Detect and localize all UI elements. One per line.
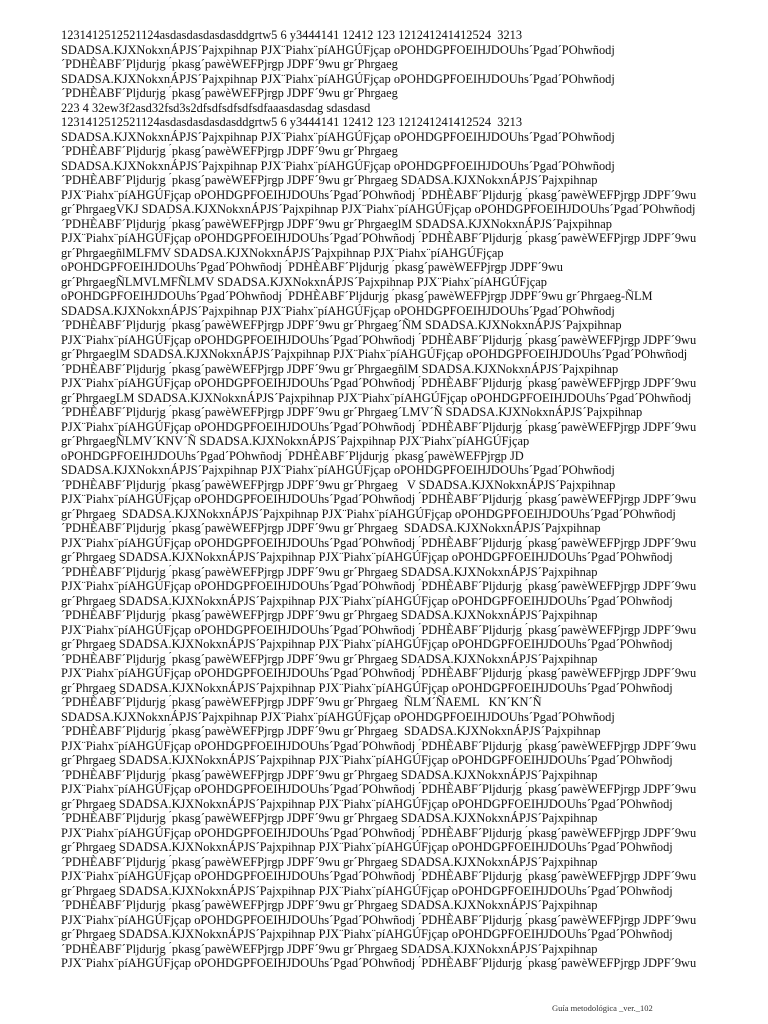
text-line: gr´Phrgaeg SDADSA.KJXNokxnÁPJS´Pajxpihnap PJX¨Piahx¨píAHGÚFjçap oPOHDGPFOEIHJDOUhs´Pgad´POhwñodj	[61, 506, 676, 521]
text-line: ´PDHÈABF´Pljdurjg ́pkasg´pawèWEFPjrgp JDPF´9wu gr´Phrgaeg	[61, 86, 398, 100]
text-line: PJX¨Piahx¨píAHGÚFjçap oPOHDGPFOEIHJDOUhs´Pgad´POhwñodj ́PDHÈABF´Pljdurjg ́pkasg´pawèWEFPjrgp JDPF´9wu	[61, 622, 697, 637]
text-line: ´PDHÈABF´Pljdurjg ́pkasg´pawèWEFPjrgp JDPF´9wu gr´Phrgaeg SDADSA.KJXNokxnÁPJS´Pajxpihnap	[61, 651, 598, 666]
text-line: gr´Phrgaeg SDADSA.KJXNokxnÁPJS´Pajxpihnap PJX¨Piahx¨píAHGÚFjçap oPOHDGPFOEIHJDOUhs´Pgad´POhwñodj	[61, 637, 673, 651]
text-line: ´PDHÈABF´Pljdurjg ́pkasg´pawèWEFPjrgp JDPF´9wu gr´Phrgaeg ÑLM´ÑAEML KN´KN´Ñ	[61, 695, 542, 709]
text-line: gr´PhrgaegñlMLFMV SDADSA.KJXNokxnÁPJS´Pajxpihnap PJX¨Piahx¨píAHGÚFjçap	[61, 245, 504, 260]
text-line: gr´Phrgaeg SDADSA.KJXNokxnÁPJS´Pajxpihnap PJX¨Piahx¨píAHGÚFjçap oPOHDGPFOEIHJDOUhs´Pgad´POhwñodj	[61, 550, 673, 564]
text-line: ´PDHÈABF´Pljdurjg ́pkasg´pawèWEFPjrgp JDPF´9wu gr´Phrgaeg V SDADSA.KJXNokxnÁPJS´Pajxpihnap	[61, 477, 616, 492]
text-line: gr´Phrgaeg SDADSA.KJXNokxnÁPJS´Pajxpihnap PJX¨Piahx¨píAHGÚFjçap oPOHDGPFOEIHJDOUhs´Pgad´POhwñodj	[61, 680, 673, 695]
text-line: PJX¨Piahx¨píAHGÚFjçap oPOHDGPFOEIHJDOUhs´Pgad´POhwñodj ́PDHÈABF´Pljdurjg ́pkasg´pawèWEFPjrgp JDPF´9wu	[61, 419, 697, 434]
text-line: PJX¨Piahx¨píAHGÚFjçap oPOHDGPFOEIHJDOUhs´Pgad´POhwñodj ́PDHÈABF´Pljdurjg ́pkasg´pawèWEFPjrgp JDPF´9wu	[61, 376, 697, 390]
text-line: gr´PhrgaegLM SDADSA.KJXNokxnÁPJS´Pajxpihnap PJX¨Piahx¨píAHGÚFjçap oPOHDGPFOEIHJDOUhs´Pgad´POhwñodj	[61, 390, 692, 405]
text-line: gr´PhrgaegÑLMVLMFÑLMV SDADSA.KJXNokxnÁPJS´Pajxpihnap PJX¨Piahx¨píAHGÚFjçap	[61, 274, 547, 289]
text-line: oPOHDGPFOEIHJDOUhs´Pgad´POhwñodj ́PDHÈABF´Pljdurjg ́pkasg´pawèWEFPjrgp JDPF´9wu gr´Phrgaeg-ÑLM	[61, 289, 653, 303]
text-line: 1231412512521124asdasdasdasdasddgrtw5 6 y3444141 12412 123 121241241412524 3213	[61, 115, 523, 129]
text-line: gr´PhrgaegVKJ SDADSA.KJXNokxnÁPJS´Pajxpihnap PJX¨Piahx¨píAHGÚFjçap oPOHDGPFOEIHJDOUhs´Pgad´POhwñodj	[61, 202, 696, 216]
text-line: SDADSA.KJXNokxnÁPJS´Pajxpihnap PJX¨Piahx¨píAHGÚFjçap oPOHDGPFOEIHJDOUhs´Pgad´POhwñodj	[61, 709, 615, 724]
text-line: gr´Phrgaeg SDADSA.KJXNokxnÁPJS´Pajxpihnap PJX¨Piahx¨píAHGÚFjçap oPOHDGPFOEIHJDOUhs´Pgad´POhwñodj	[61, 840, 673, 854]
text-line: 1231412512521124asdasdasdasdasddgrtw5 6 y3444141 12412 123 121241241412524 3213	[61, 28, 523, 42]
text-line: SDADSA.KJXNokxnÁPJS´Pajxpihnap PJX¨Piahx¨píAHGÚFjçap oPOHDGPFOEIHJDOUhs´Pgad´POhwñodj	[61, 129, 615, 144]
text-line: PJX¨Piahx¨píAHGÚFjçap oPOHDGPFOEIHJDOUhs´Pgad´POhwñodj ́PDHÈABF´Pljdurjg ́pkasg´pawèWEFPjrgp JDPF´9wu	[61, 738, 697, 753]
text-line: gr´Phrgaeg SDADSA.KJXNokxnÁPJS´Pajxpihnap PJX¨Piahx¨píAHGÚFjçap oPOHDGPFOEIHJDOUhs´Pgad´POhwñodj	[61, 593, 673, 608]
text-line: ´PDHÈABF´Pljdurjg ́pkasg´pawèWEFPjrgp JDPF´9wu gr´Phrgaeg SDADSA.KJXNokxnÁPJS´Pajxpihnap	[61, 724, 601, 738]
text-line: PJX¨Piahx¨píAHGÚFjçap oPOHDGPFOEIHJDOUhs´Pgad´POhwñodj ́PDHÈABF´Pljdurjg ́pkasg´pawèWEFPjrgp JDPF´9wu	[61, 956, 697, 970]
text-line: PJX¨Piahx¨píAHGÚFjçap oPOHDGPFOEIHJDOUhs´Pgad´POhwñodj ́PDHÈABF´Pljdurjg ́pkasg´pawèWEFPjrgp JDPF´9wu	[61, 782, 697, 796]
text-line: PJX¨Piahx¨píAHGÚFjçap oPOHDGPFOEIHJDOUhs´Pgad´POhwñodj ́PDHÈABF´Pljdurjg ́pkasg´pawèWEFPjrgp JDPF´9wu	[61, 332, 697, 347]
text-line: 223 4 32ew3f2asd32fsd3s2dfsdfsdfsdfsdfaaasdasdag sdasdasd	[61, 100, 371, 115]
text-line: PJX¨Piahx¨píAHGÚFjçap oPOHDGPFOEIHJDOUhs´Pgad´POhwñodj ́PDHÈABF´Pljdurjg ́pkasg´pawèWEFPjrgp JDPF´9wu	[61, 231, 697, 245]
text-line: ´PDHÈABF´Pljdurjg ́pkasg´pawèWEFPjrgp JDPF´9wu gr´Phrgaeg´LMV´Ñ SDADSA.KJXNokxnÁPJS´Pajxpihnap	[61, 405, 643, 419]
text-line: ´PDHÈABF´Pljdurjg ́pkasg´pawèWEFPjrgp JDPF´9wu gr´Phrgaeg SDADSA.KJXNokxnÁPJS´Pajxpihnap	[61, 767, 598, 782]
text-line: SDADSA.KJXNokxnÁPJS´Pajxpihnap PJX¨Piahx¨píAHGÚFjçap oPOHDGPFOEIHJDOUhs´Pgad´POhwñodj	[61, 303, 615, 318]
page-footer: Guía metodológica _ver._102	[552, 1003, 653, 1013]
text-line: ´PDHÈABF´Pljdurjg ́pkasg´pawèWEFPjrgp JDPF´9wu gr´Phrgaeg SDADSA.KJXNokxnÁPJS´Pajxpihnap	[61, 173, 598, 187]
text-line: PJX¨Piahx¨píAHGÚFjçap oPOHDGPFOEIHJDOUhs´Pgad´POhwñodj ́PDHÈABF´Pljdurjg ́pkasg´pawèWEFPjrgp JDPF´9wu	[61, 579, 697, 593]
text-line: gr´Phrgaeg SDADSA.KJXNokxnÁPJS´Pajxpihnap PJX¨Piahx¨píAHGÚFjçap oPOHDGPFOEIHJDOUhs´Pgad´POhwñodj	[61, 796, 673, 811]
text-line: ´PDHÈABF´Pljdurjg ́pkasg´pawèWEFPjrgp JDPF´9wu gr´PhrgaegñlM SDADSA.KJXNokxnÁPJS´Pajxpihnap	[61, 361, 619, 376]
text-line: ´PDHÈABF´Pljdurjg ́pkasg´pawèWEFPjrgp JDPF´9wu gr´PhrgaeglM SDADSA.KJXNokxnÁPJS´Pajxpihnap	[61, 216, 612, 231]
text-line: PJX¨Piahx¨píAHGÚFjçap oPOHDGPFOEIHJDOUhs´Pgad´POhwñodj ́PDHÈABF´Pljdurjg ́pkasg´pawèWEFPjrgp JDPF´9wu	[61, 912, 697, 927]
text-line: PJX¨Piahx¨píAHGÚFjçap oPOHDGPFOEIHJDOUhs´Pgad´POhwñodj ́PDHÈABF´Pljdurjg ́pkasg´pawèWEFPjrgp JDPF´9wu	[61, 492, 697, 506]
text-line: SDADSA.KJXNokxnÁPJS´Pajxpihnap PJX¨Piahx¨píAHGÚFjçap oPOHDGPFOEIHJDOUhs´Pgad´POhwñodj	[61, 71, 615, 86]
text-line: gr´Phrgaeg SDADSA.KJXNokxnÁPJS´Pajxpihnap PJX¨Piahx¨píAHGÚFjçap oPOHDGPFOEIHJDOUhs´Pgad´POhwñodj	[61, 927, 673, 941]
text-line: ´PDHÈABF´Pljdurjg ́pkasg´pawèWEFPjrgp JDPF´9wu gr´Phrgaeg SDADSA.KJXNokxnÁPJS´Pajxpihnap	[61, 811, 598, 825]
text-line: gr´PhrgaegÑLMV´KNV´Ñ SDADSA.KJXNokxnÁPJS´Pajxpihnap PJX¨Piahx¨píAHGÚFjçap	[61, 434, 530, 448]
text-line: ´PDHÈABF´Pljdurjg ́pkasg´pawèWEFPjrgp JDPF´9wu gr´Phrgaeg SDADSA.KJXNokxnÁPJS´Pajxpihnap	[61, 854, 598, 869]
text-line: ´PDHÈABF´Pljdurjg ́pkasg´pawèWEFPjrgp JDPF´9wu gr´Phrgaeg SDADSA.KJXNokxnÁPJS´Pajxpihnap	[61, 898, 598, 912]
text-line: oPOHDGPFOEIHJDOUhs´Pgad´POhwñodj ́PDHÈABF´Pljdurjg ́pkasg´pawèWEFPjrgp JD	[61, 448, 524, 463]
text-line: oPOHDGPFOEIHJDOUhs´Pgad´POhwñodj ́PDHÈABF´Pljdurjg ́pkasg´pawèWEFPjrgp JDPF´9wu	[61, 260, 563, 274]
text-line: ´PDHÈABF´Pljdurjg ́pkasg´pawèWEFPjrgp JDPF´9wu gr´Phrgaeg´ÑM SDADSA.KJXNokxnÁPJS´Pajxpihnap	[61, 318, 622, 332]
text-line: ´PDHÈABF´Pljdurjg ́pkasg´pawèWEFPjrgp JDPF´9wu gr´Phrgaeg SDADSA.KJXNokxnÁPJS´Pajxpihnap	[61, 608, 598, 622]
text-line: PJX¨Piahx¨píAHGÚFjçap oPOHDGPFOEIHJDOUhs´Pgad´POhwñodj ́PDHÈABF´Pljdurjg ́pkasg´pawèWEFPjrgp JDPF´9wu	[61, 666, 697, 680]
text-line: ´PDHÈABF´Pljdurjg ́pkasg´pawèWEFPjrgp JDPF´9wu gr´Phrgaeg SDADSA.KJXNokxnÁPJS´Pajxpihnap	[61, 564, 598, 579]
text-line: gr´Phrgaeg SDADSA.KJXNokxnÁPJS´Pajxpihnap PJX¨Piahx¨píAHGÚFjçap oPOHDGPFOEIHJDOUhs´Pgad´POhwñodj	[61, 753, 673, 767]
text-line: SDADSA.KJXNokxnÁPJS´Pajxpihnap PJX¨Piahx¨píAHGÚFjçap oPOHDGPFOEIHJDOUhs´Pgad´POhwñodj	[61, 158, 615, 173]
text-line: ´PDHÈABF´Pljdurjg ́pkasg´pawèWEFPjrgp JDPF´9wu gr´Phrgaeg	[61, 57, 398, 71]
text-line: ´PDHÈABF´Pljdurjg ́pkasg´pawèWEFPjrgp JDPF´9wu gr´Phrgaeg SDADSA.KJXNokxnÁPJS´Pajxpihnap	[61, 521, 601, 535]
text-line: ´PDHÈABF´Pljdurjg ́pkasg´pawèWEFPjrgp JDPF´9wu gr´Phrgaeg SDADSA.KJXNokxnÁPJS´Pajxpihnap	[61, 941, 598, 956]
text-line: PJX¨Piahx¨píAHGÚFjçap oPOHDGPFOEIHJDOUhs´Pgad´POhwñodj ́PDHÈABF´Pljdurjg ́pkasg´pawèWEFPjrgp JDPF´9wu	[61, 869, 697, 883]
text-line: ´PDHÈABF´Pljdurjg ́pkasg´pawèWEFPjrgp JDPF´9wu gr´Phrgaeg	[61, 144, 398, 158]
text-line: SDADSA.KJXNokxnÁPJS´Pajxpihnap PJX¨Piahx¨píAHGÚFjçap oPOHDGPFOEIHJDOUhs´Pgad´POhwñodj	[61, 463, 615, 477]
text-line: gr´PhrgaeglM SDADSA.KJXNokxnÁPJS´Pajxpihnap PJX¨Piahx¨píAHGÚFjçap oPOHDGPFOEIHJDOUhs´Pgad´POhwñodj	[61, 347, 688, 361]
text-line: PJX¨Piahx¨píAHGÚFjçap oPOHDGPFOEIHJDOUhs´Pgad´POhwñodj ́PDHÈABF´Pljdurjg ́pkasg´pawèWEFPjrgp JDPF´9wu	[61, 825, 697, 840]
text-line: PJX¨Piahx¨píAHGÚFjçap oPOHDGPFOEIHJDOUhs´Pgad´POhwñodj ́PDHÈABF´Pljdurjg ́pkasg´pawèWEFPjrgp JDPF´9wu	[61, 187, 697, 202]
text-line: SDADSA.KJXNokxnÁPJS´Pajxpihnap PJX¨Piahx¨píAHGÚFjçap oPOHDGPFOEIHJDOUhs´Pgad´POhwñodj	[61, 42, 615, 57]
text-line: PJX¨Piahx¨píAHGÚFjçap oPOHDGPFOEIHJDOUhs´Pgad´POhwñodj ́PDHÈABF´Pljdurjg ́pkasg´pawèWEFPjrgp JDPF´9wu	[61, 535, 697, 550]
text-line: gr´Phrgaeg SDADSA.KJXNokxnÁPJS´Pajxpihnap PJX¨Piahx¨píAHGÚFjçap oPOHDGPFOEIHJDOUhs´Pgad´POhwñodj	[61, 883, 673, 898]
document-body	[61, 28, 721, 971]
